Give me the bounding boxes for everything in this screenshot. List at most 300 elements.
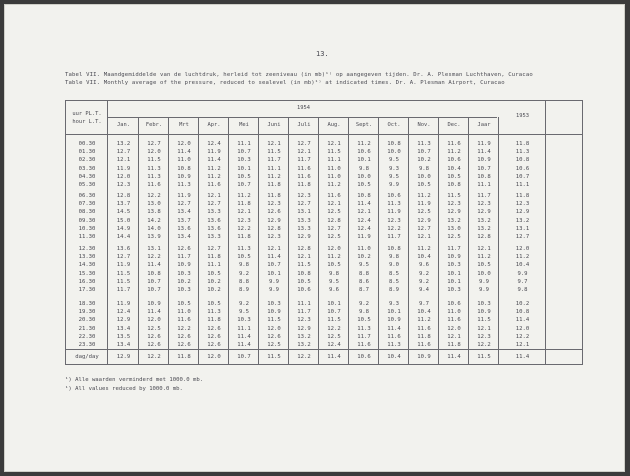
table-cell: 11.8 — [297, 182, 311, 188]
table-cell: 12.1 — [267, 246, 281, 252]
table-cell: 9.5 — [388, 157, 400, 164]
daily-cell: 11.5 — [267, 354, 281, 360]
table-cell: 12.0 — [515, 246, 530, 252]
table-cell: 9.7 — [517, 278, 528, 285]
hour-label: 23.30 — [78, 342, 96, 348]
table-cell: 11.9 — [116, 165, 131, 172]
table-cell: 13.4 — [116, 325, 131, 332]
table-cell: 13.6 — [177, 225, 191, 232]
table-cell: 12.4 — [327, 342, 341, 348]
table-cell: 11.6 — [177, 317, 191, 324]
table-cell: 11.9 — [477, 141, 491, 147]
table-cell: 8.5 — [388, 278, 400, 285]
table-cell: 9.2 — [418, 270, 430, 277]
table-cell: 10.8 — [515, 309, 530, 316]
table-cell: 13.6 — [116, 246, 131, 252]
table-cell: 12.8 — [477, 234, 491, 240]
table-cell: 11.3 — [237, 246, 251, 252]
footnote-english: ¹) All values reduced by 1000.0 mb. — [65, 386, 183, 392]
table-cell: 10.7 — [417, 149, 431, 156]
table-cell: 13.2 — [515, 217, 530, 224]
table-cell: 12.5 — [417, 209, 431, 216]
table-cell: 12.1 — [357, 209, 371, 216]
table-cell: 11.4 — [477, 149, 491, 156]
table-cell: 10.0 — [417, 173, 431, 180]
table-cell: 9.9 — [388, 182, 400, 188]
table-cell: 12.1 — [327, 141, 341, 147]
table-cell: 10.8 — [515, 157, 530, 164]
table-cell: 11.9 — [417, 201, 431, 208]
table-cell: 12.6 — [177, 333, 191, 340]
table-cell: 9.5 — [358, 262, 370, 269]
table-cell: 11.0 — [177, 157, 191, 164]
month-header: Oct. — [387, 122, 401, 128]
table-cell: 12.3 — [387, 217, 401, 224]
table-cell: 11.4 — [207, 157, 221, 164]
table-cell: 11.2 — [357, 141, 371, 147]
table-cell: 12.2 — [327, 325, 341, 332]
daily-cell: 10.6 — [357, 354, 371, 360]
table-cell: 9.3 — [388, 165, 400, 172]
table-cell: 12.9 — [447, 209, 461, 216]
table-cell: 13.1 — [147, 246, 161, 252]
table-cell: 12.1 — [417, 234, 431, 240]
daily-cell: 12.2 — [147, 354, 161, 360]
table-cell: 11.5 — [297, 262, 311, 269]
table-cell: 12.3 — [447, 201, 461, 208]
table-cell: 12.0 — [447, 325, 461, 332]
table-cell: 12.9 — [417, 217, 431, 224]
table-cell: 13.2 — [297, 342, 311, 348]
hour-label: 03.30 — [78, 165, 96, 172]
table-cell: 12.3 — [267, 201, 281, 208]
table-cell: 11.0 — [177, 309, 191, 316]
table-cell: 9.8 — [517, 287, 528, 293]
daily-cell: 11.8 — [177, 354, 191, 360]
table-cell: 12.7 — [297, 201, 311, 208]
table-cell: 11.4 — [177, 149, 191, 156]
hour-label: 02.30 — [78, 157, 96, 164]
table-cell: 12.8 — [327, 217, 341, 224]
table-cell: 10.6 — [447, 301, 461, 307]
table-cell: 10.1 — [327, 301, 341, 307]
table-cell: 12.7 — [297, 141, 311, 147]
table-cell: 12.8 — [267, 225, 281, 232]
month-header: Mrt — [179, 122, 189, 128]
table-cell: 11.1 — [237, 325, 251, 332]
table-cell: 11.8 — [237, 201, 251, 208]
table-cell: 12.0 — [147, 317, 161, 324]
table-cell: 10.3 — [237, 317, 251, 324]
table-cell: 13.3 — [207, 209, 221, 216]
table-cell: 11.5 — [116, 278, 131, 285]
table-cell: 11.9 — [387, 209, 401, 216]
table-cell: 11.6 — [447, 141, 461, 147]
table-cell: 11.7 — [447, 246, 461, 252]
table-cell: 12.9 — [477, 209, 491, 216]
table-cell: 14.2 — [147, 217, 161, 224]
pressure-table — [65, 100, 583, 365]
table-cell: 12.4 — [357, 217, 371, 224]
table-cell: 13.4 — [177, 209, 191, 216]
hour-label: 13.30 — [78, 254, 96, 261]
table-cell: 11.7 — [116, 287, 131, 293]
table-cell: 10.6 — [515, 165, 530, 172]
table-cell: 14.5 — [116, 209, 131, 216]
table-cell: 12.7 — [417, 225, 431, 232]
year-header-1953: 1953 — [516, 113, 529, 119]
table-cell: 11.3 — [177, 182, 191, 188]
month-header: Dec. — [447, 122, 461, 128]
table-cell: 13.3 — [207, 234, 221, 240]
hour-label: 10.30 — [78, 225, 96, 232]
table-cell: 11.6 — [207, 182, 221, 188]
table-cell: 10.9 — [177, 173, 191, 180]
daily-cell: 11.4 — [515, 354, 530, 360]
table-cell: 14.0 — [147, 225, 161, 232]
table-cell: 9.2 — [238, 301, 250, 307]
table-cell: 10.0 — [357, 173, 371, 180]
table-cell: 12.6 — [147, 342, 161, 348]
table-cell: 10.1 — [447, 278, 461, 285]
table-cell: 11.1 — [207, 262, 221, 269]
table-cell: 11.4 — [147, 309, 161, 316]
table-cell: 11.6 — [297, 165, 311, 172]
row-divider — [108, 117, 497, 118]
table-cell: 10.6 — [447, 157, 461, 164]
table-cell: 12.5 — [327, 209, 341, 216]
table-cell: 12.5 — [267, 342, 281, 348]
table-cell: 12.0 — [147, 149, 161, 156]
table-cell: 9.9 — [478, 287, 490, 293]
table-cell: 13.1 — [515, 225, 530, 232]
table-cell: 11.5 — [147, 157, 161, 164]
table-cell: 10.7 — [327, 309, 341, 316]
table-cell: 9.9 — [478, 278, 490, 285]
table-cell: 10.3 — [447, 262, 461, 269]
table-cell: 10.8 — [147, 270, 161, 277]
table-cell: 12.3 — [237, 217, 251, 224]
table-cell: 10.7 — [515, 173, 530, 180]
table-cell: 11.0 — [327, 165, 341, 172]
table-cell: 13.3 — [297, 225, 311, 232]
daily-cell: 10.4 — [387, 354, 401, 360]
table-cell: 10.3 — [447, 287, 461, 293]
table-cell: 10.6 — [297, 287, 311, 293]
table-cell: 10.9 — [147, 301, 161, 307]
table-cell: 11.6 — [297, 173, 311, 180]
table-cell: 12.1 — [515, 342, 530, 348]
table-cell: 10.1 — [267, 270, 281, 277]
daily-cell: 11.4 — [327, 354, 341, 360]
table-cell: 9.8 — [328, 270, 340, 277]
hour-label: 17.30 — [78, 287, 96, 293]
hour-header: uur PL.T. — [72, 111, 102, 117]
table-cell: 12.3 — [297, 193, 311, 199]
hour-label: 19.30 — [78, 309, 96, 316]
table-cell: 12.0 — [177, 141, 191, 147]
table-cell: 9.8 — [358, 165, 370, 172]
table-cell: 12.0 — [327, 246, 341, 252]
table-cell: 12.1 — [207, 193, 221, 199]
table-cell: 10.8 — [297, 270, 311, 277]
table-cell: 10.0 — [477, 270, 491, 277]
table-cell: 12.2 — [515, 333, 530, 340]
table-cell: 11.5 — [477, 317, 491, 324]
table-cell: 10.5 — [237, 254, 251, 261]
table-cell: 11.8 — [515, 193, 530, 199]
table-cell: 13.9 — [147, 234, 161, 240]
table-cell: 11.3 — [515, 149, 530, 156]
month-header: Juni — [267, 122, 281, 128]
table-cell: 12.6 — [177, 342, 191, 348]
table-cell: 11.5 — [327, 149, 341, 156]
table-cell: 10.5 — [327, 262, 341, 269]
page-number: 13. — [316, 50, 329, 58]
table-cell: 8.6 — [358, 278, 370, 285]
table-cell: 12.1 — [447, 333, 461, 340]
table-cell: 12.6 — [177, 246, 191, 252]
table-cell: 10.6 — [357, 149, 371, 156]
table-cell: 13.2 — [477, 217, 491, 224]
table-cell: 10.3 — [267, 301, 281, 307]
table-cell: 11.3 — [387, 342, 401, 348]
hour-label: 09.30 — [78, 217, 96, 224]
table-cell: 11.2 — [207, 173, 221, 180]
footnote-dutch: ¹) Alle waarden verminderd met 1000.0 mb. — [65, 377, 204, 383]
month-header: Nov. — [417, 122, 431, 128]
month-header: Mei — [239, 122, 249, 128]
month-header: Aug. — [327, 122, 341, 128]
table-cell: 11.8 — [207, 317, 221, 324]
table-cell: 12.1 — [477, 325, 491, 332]
hour-label: 12.30 — [78, 246, 96, 252]
table-cell: 11.1 — [237, 141, 251, 147]
table-cell: 9.9 — [268, 287, 280, 293]
hour-label: 05.30 — [78, 182, 96, 188]
table-cell: 12.5 — [447, 234, 461, 240]
hour-label: 22.30 — [78, 333, 96, 340]
table-cell: 11.2 — [515, 254, 530, 261]
table-cell: 11.2 — [417, 317, 431, 324]
month-header: Febr. — [145, 122, 163, 128]
table-cell: 10.7 — [147, 287, 161, 293]
table-cell: 10.3 — [477, 301, 491, 307]
table-cell: 10.7 — [267, 262, 281, 269]
table-cell: 11.9 — [357, 234, 371, 240]
table-cell: 12.2 — [387, 225, 401, 232]
table-cell: 10.2 — [357, 254, 371, 261]
hour-label: 20.30 — [78, 317, 96, 324]
daily-cell: 12.2 — [297, 354, 311, 360]
hour-label: 11.30 — [78, 234, 96, 240]
table-cell: 10.5 — [357, 317, 371, 324]
table-cell: 11.2 — [327, 254, 341, 261]
table-cell: 10.5 — [177, 301, 191, 307]
table-cell: 13.7 — [116, 201, 131, 208]
table-cell: 14.9 — [116, 225, 131, 232]
table-cell: 11.8 — [267, 182, 281, 188]
table-cell: 12.1 — [237, 209, 251, 216]
table-cell: 12.2 — [147, 254, 161, 261]
table-cell: 10.9 — [447, 254, 461, 261]
table-cell: 11.7 — [297, 309, 311, 316]
table-cell: 12.9 — [297, 234, 311, 240]
table-cell: 10.1 — [387, 309, 401, 316]
table-cell: 10.4 — [417, 254, 431, 261]
table-cell: 11.4 — [237, 333, 251, 340]
table-cell: 10.3 — [177, 270, 191, 277]
table-cell: 12.3 — [477, 201, 491, 208]
table-cell: 11.0 — [357, 246, 371, 252]
table-cell: 12.2 — [177, 325, 191, 332]
table-cell: 10.2 — [417, 157, 431, 164]
table-cell: 11.2 — [447, 149, 461, 156]
table-cell: 12.5 — [327, 333, 341, 340]
table-cell: 13.5 — [116, 333, 131, 340]
table-cell: 12.6 — [267, 333, 281, 340]
table-cell: 11.1 — [297, 301, 311, 307]
table-cell: 10.5 — [237, 173, 251, 180]
table-cell: 9.5 — [388, 173, 400, 180]
table-cell: 12.8 — [297, 246, 311, 252]
table-cell: 11.8 — [417, 333, 431, 340]
hour-label: 14.30 — [78, 262, 96, 269]
table-cell: 11.1 — [267, 165, 281, 172]
table-cell: 11.5 — [267, 149, 281, 156]
table-cell: 11.7 — [357, 333, 371, 340]
table-cell: 12.6 — [267, 209, 281, 216]
table-cell: 10.4 — [447, 165, 461, 172]
table-cell: 10.9 — [267, 309, 281, 316]
table-cell: 10.0 — [387, 149, 401, 156]
table-cell: 12.6 — [207, 333, 221, 340]
table-cell: 11.2 — [267, 173, 281, 180]
daily-cell: 11.5 — [477, 354, 491, 360]
table-cell: 11.2 — [207, 165, 221, 172]
table-cell: 11.0 — [327, 173, 341, 180]
document-page — [4, 4, 625, 472]
table-cell: 10.2 — [207, 287, 221, 293]
table-cell: 10.5 — [477, 262, 491, 269]
table-cell: 11.1 — [515, 182, 530, 188]
table-cell: 10.1 — [447, 270, 461, 277]
table-cell: 12.3 — [297, 317, 311, 324]
month-header: Jan. — [117, 122, 130, 128]
daily-cell: 10.9 — [417, 354, 431, 360]
table-cell: 11.4 — [147, 262, 161, 269]
table-cell: 12.1 — [297, 149, 311, 156]
table-cell: 10.2 — [207, 278, 221, 285]
table-cell: 11.3 — [387, 201, 401, 208]
table-cell: 13.2 — [297, 333, 311, 340]
table-cell: 12.7 — [207, 201, 221, 208]
table-cell: 12.0 — [515, 325, 530, 332]
table-cell: 8.9 — [388, 287, 400, 293]
table-cell: 9.8 — [418, 165, 430, 172]
daily-label: dag/day — [75, 354, 99, 360]
table-cell: 12.9 — [116, 317, 131, 324]
table-cell: 9.9 — [517, 270, 528, 277]
hour-label: 15.30 — [78, 270, 96, 277]
table-cell: 8.7 — [358, 287, 370, 293]
table-cell: 12.6 — [207, 325, 221, 332]
table-cell: 10.3 — [177, 287, 191, 293]
table-cell: 10.5 — [207, 301, 221, 307]
table-cell: 12.6 — [147, 333, 161, 340]
table-cell: 11.8 — [515, 141, 530, 147]
table-cell: 8.8 — [238, 278, 250, 285]
table-cell: 9.6 — [328, 287, 340, 293]
table-cell: 9.8 — [238, 262, 250, 269]
hour-header: hour L.T. — [72, 119, 102, 125]
table-cell: 11.3 — [147, 173, 161, 180]
table-cell: 13.7 — [177, 217, 191, 224]
table-cell: 12.1 — [327, 201, 341, 208]
table-cell: 13.2 — [116, 141, 131, 147]
table-cell: 12.6 — [207, 342, 221, 348]
table-cell: 10.2 — [515, 301, 530, 307]
table-cell: 10.8 — [477, 173, 491, 180]
table-cell: 14.4 — [116, 234, 131, 240]
table-cell: 11.5 — [447, 193, 461, 199]
table-cell: 9.8 — [388, 254, 400, 261]
table-cell: 12.3 — [267, 234, 281, 240]
table-cell: 13.0 — [147, 201, 161, 208]
daily-cell: 11.4 — [447, 354, 461, 360]
table-cell: 11.9 — [177, 193, 191, 199]
table-cell: 11.6 — [357, 342, 371, 348]
table-cell: 12.3 — [116, 182, 131, 188]
caption-english: Table VII. Monthly average of the pressure, reduced to sealevel (in mb)¹⁾ at indicated times. Dr. A. Plesman Airport, Curacao — [65, 80, 505, 86]
table-cell: 12.9 — [267, 217, 281, 224]
table-cell: 11.5 — [327, 317, 341, 324]
table-cell: 10.7 — [237, 182, 251, 188]
table-cell: 12.7 — [327, 225, 341, 232]
table-cell: 12.1 — [477, 246, 491, 252]
table-cell: 10.8 — [387, 141, 401, 147]
table-cell: 11.5 — [267, 317, 281, 324]
table-cell: 13.0 — [447, 225, 461, 232]
table-cell: 12.1 — [297, 254, 311, 261]
table-cell: 13.8 — [147, 209, 161, 216]
table-cell: 9.4 — [418, 287, 430, 293]
hour-label: 07.30 — [78, 201, 96, 208]
table-cell: 12.3 — [477, 333, 491, 340]
table-cell: 11.8 — [207, 254, 221, 261]
table-cell: 10.5 — [207, 270, 221, 277]
table-cell: 10.4 — [515, 262, 530, 269]
table-cell: 12.1 — [116, 157, 131, 164]
table-cell: 10.3 — [237, 157, 251, 164]
table-cell: 10.5 — [357, 182, 371, 188]
table-cell: 12.7 — [177, 201, 191, 208]
table-cell: 10.2 — [177, 278, 191, 285]
table-cell: 8.9 — [238, 287, 250, 293]
table-cell: 12.1 — [267, 141, 281, 147]
table-cell: 11.3 — [147, 165, 161, 172]
table-cell: 11.2 — [417, 193, 431, 199]
table-cell: 10.1 — [357, 157, 371, 164]
table-cell: 11.7 — [177, 254, 191, 261]
table-cell: 10.1 — [237, 165, 251, 172]
table-cell: 11.4 — [387, 325, 401, 332]
table-cell: 10.8 — [177, 165, 191, 172]
table-cell: 10.9 — [477, 157, 491, 164]
month-header: Apr. — [207, 122, 221, 128]
table-cell: 12.9 — [515, 209, 530, 216]
table-cell: 8.8 — [358, 270, 370, 277]
